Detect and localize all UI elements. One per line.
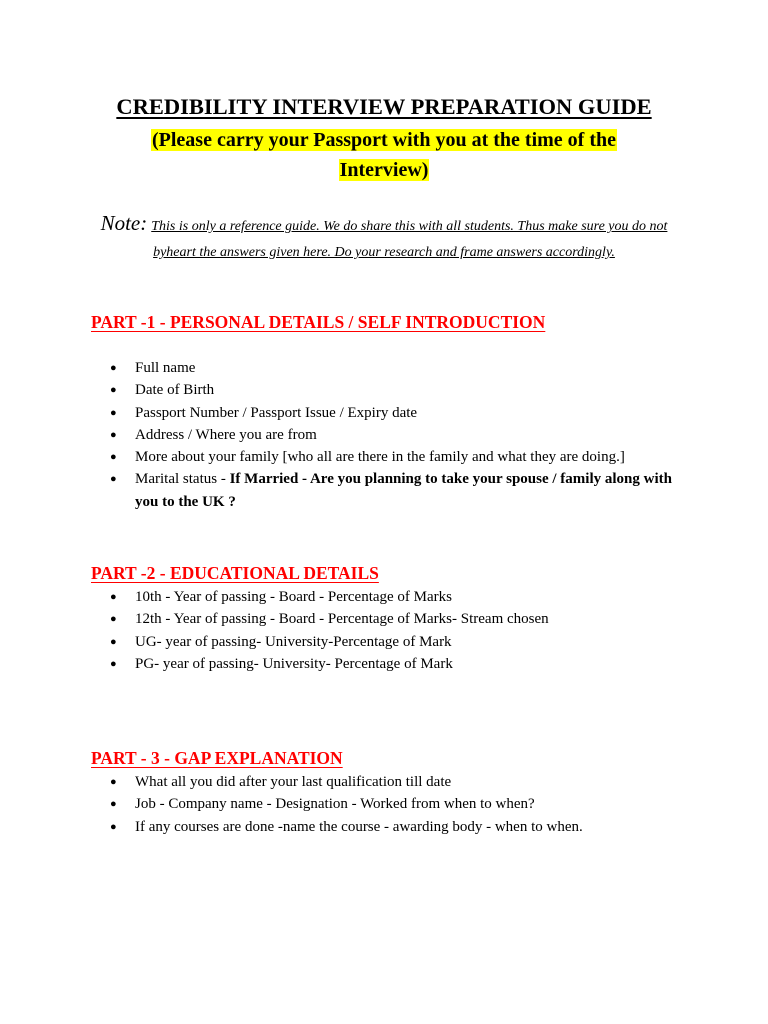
passport-reminder [0, 125, 768, 185]
part-3-list [110, 771, 690, 838]
list-item: ● Passport Number / Passport Issue / Expiry date [110, 402, 690, 424]
marital-status-prefix: Marital status - [135, 471, 230, 488]
list-item: ● What all you did after your last qualification till date [110, 771, 690, 793]
list-item: ● Address / Where you are from [110, 424, 690, 446]
list-item: ● 10th - Year of passing - Board - Percentage of Marks [110, 586, 690, 608]
list-item: ● Job - Company name - Designation - Worked from when to when? [110, 793, 690, 815]
part-3-heading: PART - 3 - GAP EXPLANATION [91, 748, 343, 768]
document-title [0, 92, 768, 122]
marital-status-question: If Married - Are you planning to take your spouse / family along with you to the UK ? [135, 471, 672, 510]
list-item: ● Date of Birth [110, 379, 690, 401]
reference-note [84, 211, 684, 265]
note-text: This is only a reference guide. We do share this with all students. Thus make sure you do not byheart the answers given here. Do your research and frame answers accordingly. [151, 219, 668, 260]
part-1-heading: PART -1 - PERSONAL DETAILS / SELF INTRODUCTION [91, 312, 546, 332]
list-item: ● If any courses are done -name the course - awarding body - when to when. [110, 816, 690, 838]
passport-reminder-line-2: Interview) [339, 159, 429, 181]
list-item: ● Full name [110, 357, 690, 379]
passport-reminder-line-1: (Please carry your Passport with you at the time of the [152, 129, 616, 151]
document-title-text: CREDIBILITY INTERVIEW PREPARATION GUIDE [116, 94, 652, 119]
list-item: ● More about your family [who all are there in the family and what they are doing.] [110, 446, 690, 468]
part-2-heading: PART -2 - EDUCATIONAL DETAILS [91, 563, 379, 583]
part-1-list [110, 357, 690, 513]
list-item: ● UG- year of passing- University-Percentage of Mark [110, 631, 690, 653]
note-label: Note: [100, 211, 148, 235]
list-item: ● PG- year of passing- University- Percentage of Mark [110, 653, 690, 675]
list-item: ● 12th - Year of passing - Board - Percentage of Marks- Stream chosen [110, 608, 690, 630]
part-2-list [110, 586, 690, 675]
list-item-marital-status [110, 468, 690, 513]
